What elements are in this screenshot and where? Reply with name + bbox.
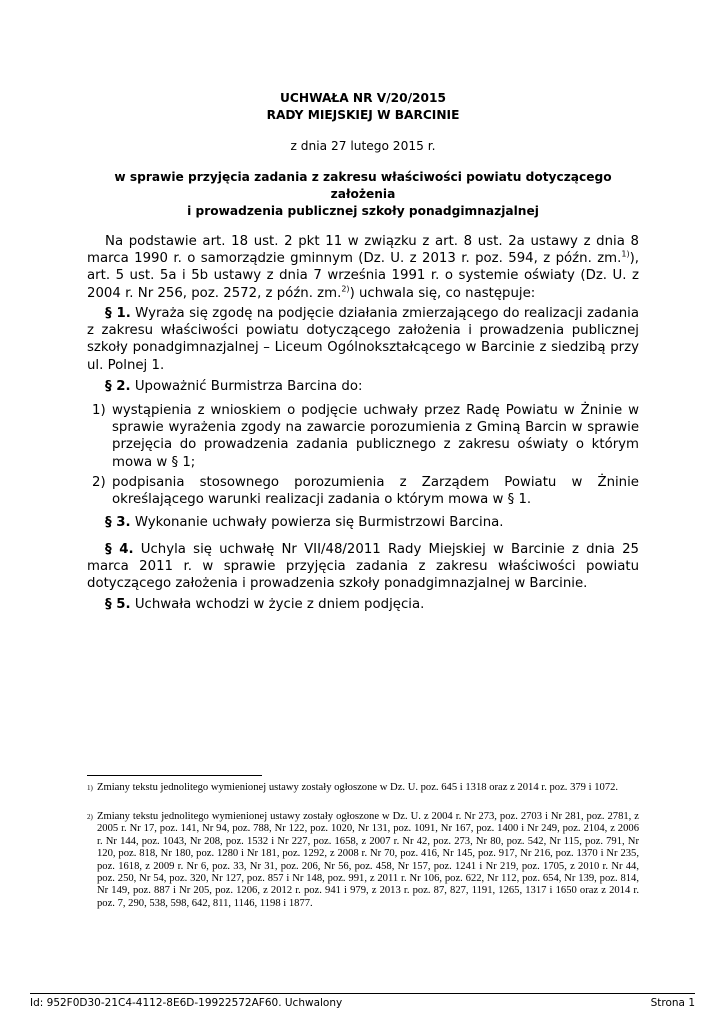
- subject-line-1: w sprawie przyjęcia zadania z zakresu właściwości powiatu dotyczącego założenia: [114, 170, 612, 201]
- document-id: Id: 952F0D30-21C4-4112-8E6D-19922572AF60. Uchwalony: [30, 997, 343, 1009]
- section-2-item-2: [87, 474, 639, 508]
- footnote-1: [87, 782, 639, 794]
- footnote-2: [87, 811, 639, 910]
- item-1-text: wystąpienia z wnioskiem o podjęcie uchwały przez Radę Powiatu w Żninie w sprawie wyrażenia zgody na zawarcie porozumienia z Gminą Barcin w sprawie przejęcia do prowadzenia zadania publicznego z zakresu oświaty o którym mowa w § 1;: [112, 403, 639, 470]
- resolution-issuer: RADY MIEJSKIEJ W BARCINIE: [266, 108, 460, 122]
- page-number: Strona 1: [650, 997, 695, 1009]
- section-2-label: § 2.: [105, 379, 131, 394]
- footnote-1-text: Zmiany tekstu jednolitego wymienionej ustawy zostały ogłoszone w Dz. U. poz. 645 i 1318 oraz z 2014 r. poz. 379 i 1072.: [97, 782, 619, 793]
- footnote-separator: [87, 775, 262, 776]
- footer-separator: [30, 993, 695, 994]
- resolution-title: UCHWAŁA NR V/20/2015: [280, 91, 446, 105]
- preamble-part-3: ) uchwala się, co następuje:: [349, 285, 536, 301]
- resolution-subject: [87, 169, 639, 220]
- footnote-2-mark: 2): [87, 813, 93, 821]
- section-3: [87, 514, 639, 531]
- footnote-ref-1: 1): [621, 249, 630, 259]
- item-1-number: 1): [92, 403, 106, 418]
- section-3-text: Wykonanie uchwały powierza się Burmistrzowi Barcina.: [130, 515, 504, 530]
- preamble: [87, 233, 639, 302]
- section-1-label: § 1.: [105, 306, 131, 321]
- subject-line-2: i prowadzenia publicznej szkoły ponadgimnazjalnej: [187, 204, 539, 218]
- item-2-number: 2): [92, 475, 106, 490]
- preamble-part-1: Na podstawie art. 18 ust. 2 pkt 11 w związku z art. 8 ust. 2a ustawy z dnia 8 marca 1990 r. o samorządzie gminnym (Dz. U. z 2013 r. poz. 594, z późn. zm.: [87, 234, 639, 267]
- preamble-part-2: ), art. 5 ust. 5a i 5b ustawy z dnia 7 września 1991 r. o systemie oświaty (Dz. U. z 2004 r. Nr 256, poz. 2572, z późn. zm.: [87, 251, 639, 301]
- section-3-label: § 3.: [105, 515, 131, 530]
- footnote-1-mark: 1): [87, 784, 93, 792]
- section-2-text: Upoważnić Burmistrza Barcina do:: [130, 379, 363, 394]
- section-4-label: § 4.: [105, 542, 134, 557]
- section-1-text: Wyraża się zgodę na podjęcie działania zmierzającego do realizacji zadania z zakresu właściwości powiatu dotyczącego założenia i prowadzenia publicznej szkoły ponadgimnazjalnej – Liceum Ogólnokształcącego w Barcinie z siedzibą przy ul. Polnej 1.: [87, 306, 639, 373]
- section-5-text: Uchwała wchodzi w życie z dniem podjęcia.: [130, 597, 425, 612]
- section-5-label: § 5.: [105, 597, 131, 612]
- section-4: [87, 541, 639, 593]
- footnote-ref-2: 2): [341, 284, 350, 294]
- footnote-2-text: Zmiany tekstu jednolitego wymienionej ustawy zostały ogłoszone w Dz. U. z 2004 r. Nr 273, poz. 2703 i Nr 281, poz. 2781, z 2005 r. Nr 17, poz. 141, Nr 94, poz. 788, Nr 122, poz. 1020, Nr 131, poz. 1091, Nr 167, poz. 1400 i Nr 249, poz. 2104, z 2006 r. Nr 144, poz. 1043, Nr 208, poz. 1532 i Nr 227, poz. 1658, z 2007 r. Nr 42, poz. 273, Nr 80, poz. 542, Nr 115, poz. 791, Nr 120, poz. 818, Nr 180, poz. 1280 i Nr 181, poz. 1292, z 2008 r. Nr 70, poz. 416, Nr 145, poz. 917, Nr 216, poz. 1370 i Nr 235, poz. 1618, z 2009 r. Nr 6, poz. 33, Nr 31, poz. 206, Nr 56, poz. 458, Nr 157, poz. 1241 i Nr 219, poz. 1705, z 2010 r. Nr 44, poz. 250, Nr 54, poz. 320, Nr 127, poz. 857 i Nr 148, poz. 991, z 2011 r. Nr 106, poz. 622, Nr 112, poz. 654, Nr 139, poz. 814, Nr 149, poz. 887 i Nr 205, poz. 1206, z 2012 r. poz. 941 i 979, z 2013 r. poz. 87, 827, 1191, 1265, 1317 i 1650 oraz z 2014 r. poz. 7, 290, 538, 598, 642, 811, 1146, 1198 i 1877.: [97, 811, 639, 909]
- section-4-text: Uchyla się uchwałę Nr VII/48/2011 Rady Miejskiej w Barcinie z dnia 25 marca 2011 r. w sprawie przyjęcia zadania z zakresu właściwości powiatu dotyczącego założenia i prowadzenia szkoły ponadgimnazjalnej w Barcinie.: [87, 542, 639, 592]
- section-2: [87, 378, 639, 395]
- resolution-date: z dnia 27 lutego 2015 r.: [290, 139, 436, 153]
- item-2-text: podpisania stosownego porozumienia z Zarządem Powiatu w Żninie określającego warunki realizacji zadania o którym mowa w § 1.: [112, 475, 639, 508]
- section-5: [87, 596, 639, 613]
- section-2-item-1: [87, 402, 639, 471]
- section-1: [87, 305, 639, 374]
